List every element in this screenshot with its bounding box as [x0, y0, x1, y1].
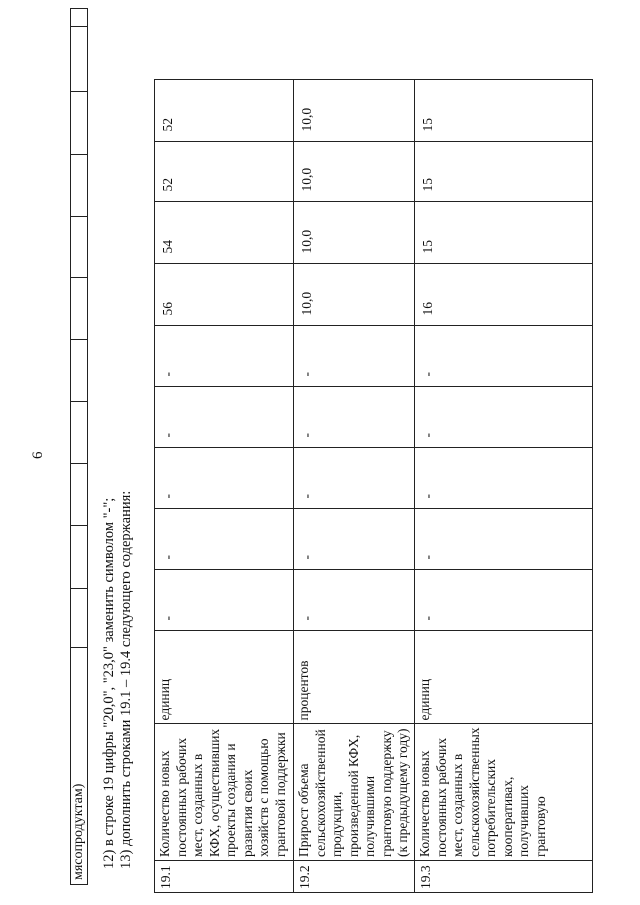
table-cell	[71, 464, 88, 526]
value-cell: 56	[155, 264, 294, 326]
value-cell: 52	[155, 142, 294, 202]
value-cell: -	[415, 448, 593, 509]
row-number: 19.3	[415, 861, 593, 893]
table-cell	[71, 155, 88, 217]
value-cell: -	[415, 387, 593, 448]
value-cell: -	[294, 509, 415, 570]
value-cell: 16	[415, 264, 593, 326]
note-line: 12) в строке 19 цифры "20,0", "23,0" заменить символом "-";	[101, 497, 117, 869]
value-cell: 15	[415, 202, 593, 264]
value-cell: -	[155, 509, 294, 570]
value-cell: 15	[415, 142, 593, 202]
amendment-notes	[101, 491, 135, 869]
value-cell: -	[155, 448, 294, 509]
value-cell: -	[294, 448, 415, 509]
value-cell: 54	[155, 202, 294, 264]
value-cell: 10,0	[294, 80, 415, 142]
table-row	[155, 80, 294, 893]
value-cell: 10,0	[294, 142, 415, 202]
continued-table-row	[70, 8, 88, 885]
value-cell: -	[294, 326, 415, 387]
value-cell: -	[415, 509, 593, 570]
table-cell	[71, 27, 88, 92]
indicator-name: Количество новых постоянных рабочих мест, созданных в сельскохозяйственных потребительских кооперативах, получивших грантовую	[415, 724, 593, 861]
table-cell	[71, 92, 88, 155]
value-cell: -	[294, 570, 415, 631]
value-cell: -	[155, 387, 294, 448]
table-cell	[71, 589, 88, 648]
value-cell: -	[415, 326, 593, 387]
row-number: 19.1	[155, 861, 294, 893]
value-cell: 10,0	[294, 264, 415, 326]
row-number: 19.2	[294, 861, 415, 893]
indicator-table	[154, 79, 593, 893]
value-cell: -	[155, 326, 294, 387]
table-cell	[71, 340, 88, 402]
unit-cell: процентов	[294, 631, 415, 724]
table-cell	[71, 9, 88, 27]
table-cell-label: мясопродуктам)	[71, 648, 88, 885]
table-row	[415, 80, 593, 893]
value-cell: -	[155, 570, 294, 631]
page-number: 6	[30, 451, 46, 459]
value-cell: 10,0	[294, 202, 415, 264]
unit-cell: единиц	[415, 631, 593, 724]
table-row	[71, 9, 88, 885]
table-cell	[71, 217, 88, 278]
value-cell: -	[415, 570, 593, 631]
indicator-name: Прирост объема сельскохозяйственной продукции, произведенной КФХ, получившими грантовую поддержку (к предыдущему году)	[294, 724, 415, 861]
unit-cell: единиц	[155, 631, 294, 724]
table-cell	[71, 526, 88, 589]
value-cell: 15	[415, 80, 593, 142]
indicator-name: Количество новых постоянных рабочих мест, созданных в КФХ, осуществивших проекты создания и развития своих хозяйств с помощью грантовой поддержки	[155, 724, 294, 861]
table-row	[294, 80, 415, 893]
table-cell	[71, 278, 88, 340]
value-cell: -	[294, 387, 415, 448]
value-cell: 52	[155, 80, 294, 142]
note-line: 13) дополнить строками 19.1 – 19.4 следующего содержания:	[118, 490, 134, 869]
table-cell	[71, 402, 88, 464]
